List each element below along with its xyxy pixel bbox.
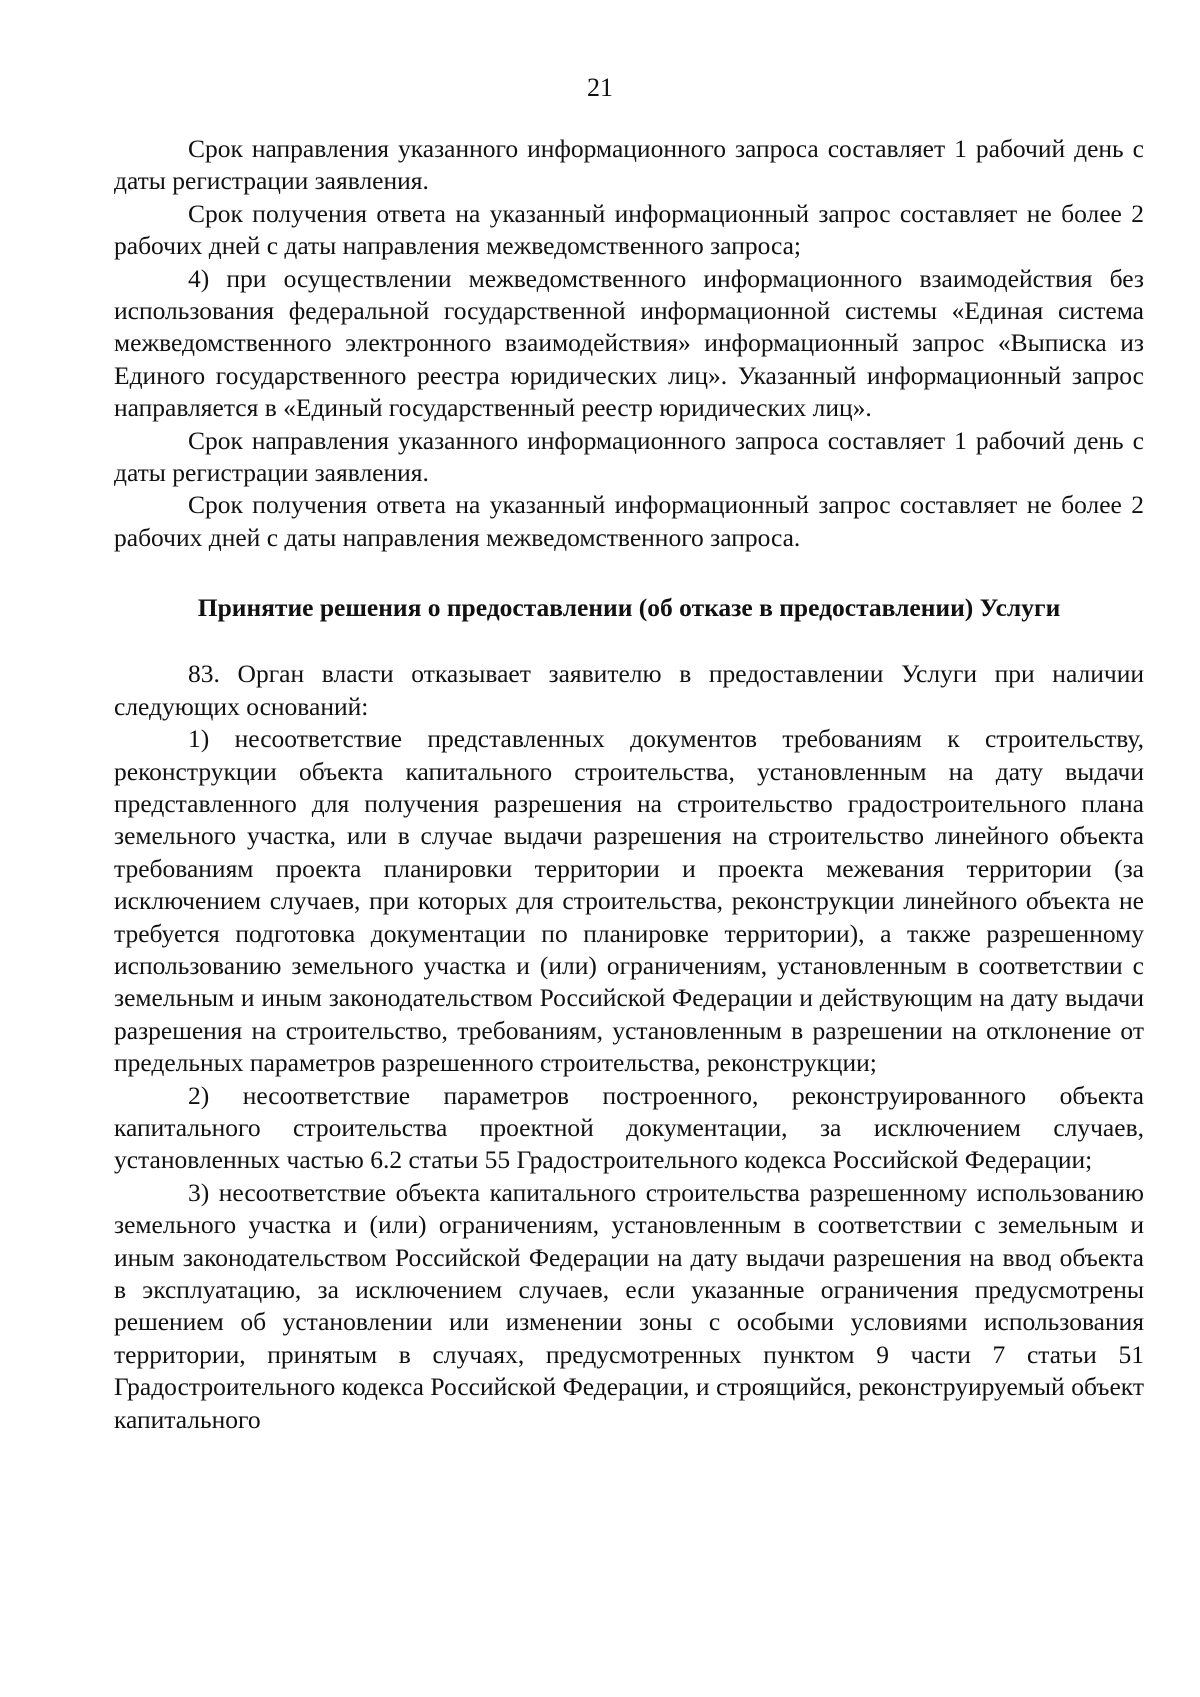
paragraph-item-4-egrul-request: 4) при осуществлении межведомственного информационного взаимодействия без использования федеральной государственной информационной системы «Единая система межведомственного электронного взаимодействия» информационный запрос «Выписка из Единого государственного реестра юридических лиц». Указанный информационный запрос направляется в «Единый государственный реестр юридических лиц».: [114, 263, 1144, 423]
page-number: 21: [587, 73, 613, 102]
document-body: [114, 133, 1144, 1436]
paragraph-ground-1: 1) несоответствие представленных документов требованиям к строительству, реконструкции объекта капитального строительства, установленным на дату выдачи представленного для получения разрешения на строительство градостроительного плана земельного участка, или в случае выдачи разрешения на строительство линейного объекта требованиям проекта планировки территории и проекта межевания территории (за исключением случаев, при которых для строительства, реконструкции линейного объекта не требуется подготовка документации по планировке территории), а также разрешенному использованию земельного участка и (или) ограничениям, установленным в соответствии с земельным и иным законодательством Российской Федерации и действующим на дату выдачи разрешения на строительство, требованиям, установленным в разрешении на отклонение от предельных параметров разрешенного строительства, реконструкции;: [114, 724, 1144, 1078]
paragraph-response-term-2: Срок получения ответа на указанный информационный запрос составляет не более 2 рабочих дней с даты направления межведомственного запроса.: [114, 490, 1144, 552]
paragraph-request-sending-term-2: Срок направления указанного информационного запроса составляет 1 рабочий день с даты регистрации заявления.: [114, 425, 1144, 488]
paragraph-request-sending-term-1: Срок направления указанного информационного запроса составляет 1 рабочий день с даты регистрации заявления.: [114, 134, 1144, 196]
paragraph-83-refusal-grounds: 83. Орган власти отказывает заявителю в предоставлении Услуги при наличии следующих оснований:: [114, 659, 1144, 721]
paragraph-ground-2: 2) несоответствие параметров построенного, реконструированного объекта капитального строительства проектной документации, за исключением случаев, установленных частью 6.2 статьи 55 Градостроительного кодекса Российской Федерации;: [114, 1080, 1144, 1175]
paragraph-response-term-1: Срок получения ответа на указанный информационный запрос составляет не более 2 рабочих дней с даты направления межведомственного запроса;: [114, 198, 1144, 261]
section-heading: Принятие решения о предоставлении (об отказе в предоставлении) Услуги: [197, 593, 1061, 623]
paragraph-ground-3: 3) несоответствие объекта капитального строительства разрешенному использованию земельного участка и (или) ограничениям, установленным в соответствии с земельным и иным законодательством Российской Федерации на дату выдачи разрешения на ввод объекта в эксплуатацию, за исключением случаев, если указанные ограничения предусмотрены решением об установлении или изменении зоны с особыми условиями использования территории, принятым в случаях, предусмотренных пунктом 9 части 7 статьи 51 Градостроительного кодекса Российской Федерации, и строящийся, реконструируемый объект капитального: [114, 1177, 1144, 1434]
